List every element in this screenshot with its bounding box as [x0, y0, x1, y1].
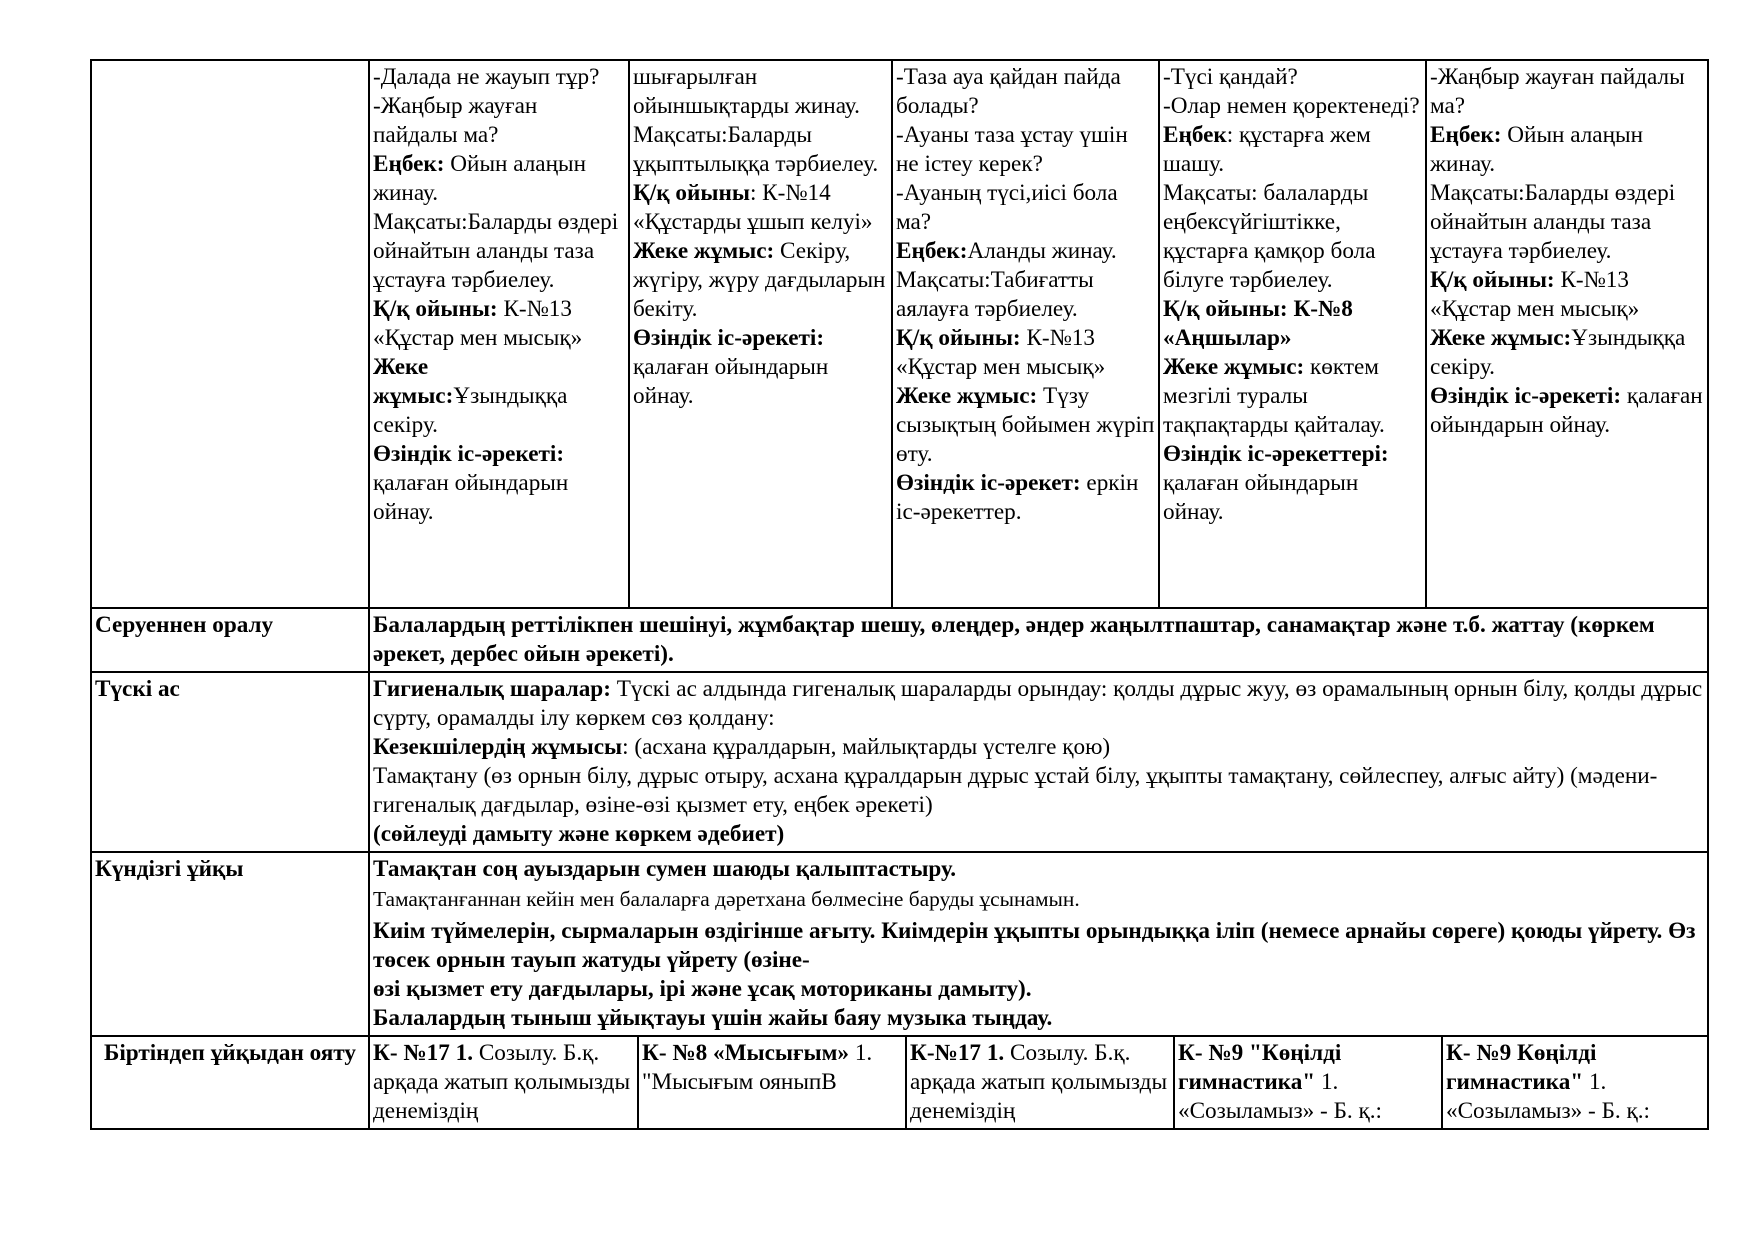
- walk-paragraph-text: : К-№14 «Құстарды ұшып келуі»: [633, 180, 873, 235]
- walk-paragraph-heading: Еңбек:: [373, 151, 445, 177]
- lunch-content: [369, 672, 1708, 852]
- walk-paragraph: [896, 179, 1155, 237]
- walk-paragraph-heading: Қ/қ ойыны:: [1430, 267, 1555, 293]
- walk-paragraph: [896, 121, 1155, 179]
- walk-paragraph-text: Түзу сызықтың бойымен жүріп өту.: [896, 383, 1155, 467]
- walk-paragraph-heading: Қ/қ ойыны: [633, 180, 750, 206]
- sleep-label: Күндізгі ұйқы: [91, 852, 369, 1036]
- meal-bold: (сөйлеуді дамыту және көркем әдебиет): [373, 821, 785, 847]
- walk-paragraph: [896, 324, 1155, 382]
- walk-paragraph-text: -Таза ауа қайдан пайда болады?: [896, 64, 1121, 119]
- walk-paragraph-heading: Жеке жұмыс:: [373, 354, 454, 409]
- walk-paragraph-text: Мақсаты:Баларды өздері ойнайтын аланды таза ұстауға тәрбиелеу.: [1430, 180, 1676, 264]
- walk-paragraph: [896, 63, 1155, 121]
- walk-thu-cell: [1159, 60, 1426, 608]
- walk-paragraph: [373, 63, 625, 92]
- walk-paragraph-text: Аланды жинау.: [967, 238, 1117, 264]
- sleep-line4: өзі қызмет ету дағдылары, ірі және ұсақ моториканы дамыту).: [373, 976, 1032, 1002]
- walk-paragraph-text: қалаған ойындарын ойнау.: [1430, 383, 1703, 438]
- daily-plan-table: [90, 59, 1709, 1130]
- walk-paragraph-heading: Еңбек: [1163, 122, 1227, 148]
- hygiene-heading: Гигиеналық шаралар:: [373, 676, 611, 702]
- walk-paragraph: [633, 324, 888, 411]
- walk-paragraph-text: Ұзындыққа секіру.: [373, 383, 568, 438]
- walk-paragraph-text: қалаған ойындарын ойнау.: [1163, 470, 1359, 525]
- sleep-content: [369, 852, 1708, 1036]
- meal-text: Тамақтану (өз орнын білу, дұрыс отыру, асхана құралдарын дұрыс ұстай білу, ұқыпты тамақтану, сөйлеспеу, алғыс айту) (мәдени-гигеналық дағдылар, өзіне-өзі қызмет ету, еңбек әрекеті): [373, 763, 1658, 818]
- wake-wed: К-№17 1. Созылу. Б.қ. арқада жатып қолымызды денеміздің: [906, 1037, 1174, 1128]
- walk-paragraph-text: көктем мезгілі туралы тақпақтарды қайталау.: [1163, 354, 1385, 438]
- walk-paragraph-heading: Өзіндік іс-әрекеттері:: [1163, 441, 1389, 467]
- walk-paragraph-text: К-№13 «Құстар мен мысық»: [1430, 267, 1640, 322]
- walk-paragraph: [1430, 324, 1704, 382]
- wake-thu: К- №9 "Көңілді гимнастика" 1. «Созыламыз» - Б. қ.:: [1174, 1037, 1442, 1128]
- plan-table-wrapper: [90, 59, 1707, 1130]
- walk-paragraph-text: Ұзындыққа секіру.: [1430, 325, 1686, 380]
- walk-paragraph-text: қалаған ойындарын ойнау.: [633, 354, 829, 409]
- walk-paragraph-heading: Жеке жұмыс:: [896, 383, 1038, 409]
- walk-paragraph: [896, 237, 1155, 266]
- walk-paragraph-text: Ойын алаңын жинау.: [1430, 122, 1643, 177]
- walk-paragraph: [1430, 121, 1704, 179]
- walk-paragraph: [896, 382, 1155, 469]
- wake-row: [91, 1036, 1708, 1129]
- wake-label: Біртіндеп ұйқыдан ояту: [91, 1036, 369, 1129]
- walk-paragraph-text: еркін іс-әрекеттер.: [896, 470, 1139, 525]
- walk-paragraph-text: қалаған ойындарын ойнау.: [373, 470, 569, 525]
- walk-fri-cell: [1426, 60, 1708, 608]
- walk-paragraph-heading: Еңбек:: [1430, 122, 1502, 148]
- walk-paragraph-heading: Өзіндік іс-әрекеті:: [633, 325, 825, 351]
- walk-paragraph-heading: Жеке жұмыс:: [633, 238, 775, 264]
- walk-paragraph: [896, 469, 1155, 527]
- walk-paragraph-heading: Өзіндік іс-әрекеті:: [373, 441, 565, 467]
- walk-paragraph: [633, 179, 888, 237]
- walk-paragraph: [896, 266, 1155, 324]
- walk-paragraph-heading: Қ/қ ойыны:: [373, 296, 498, 322]
- walk-paragraph: [373, 440, 625, 527]
- walk-paragraph-heading: Жеке жұмыс:: [1430, 325, 1572, 351]
- walk-paragraph-text: К-№13 «Құстар мен мысық»: [896, 325, 1106, 380]
- walk-paragraph: [1430, 266, 1704, 324]
- return-text: Балалардың реттілікпен шешінуі, жұмбақтар шешу, өлеңдер, әндер жаңылтпаштар, санамақтар және т.б. жаттау (көркем әрекет, дербес ойын әрекеті).: [369, 608, 1708, 672]
- walk-paragraph: [1430, 179, 1704, 266]
- walk-paragraph-text: -Ауаны таза ұстау үшін не істеу керек?: [896, 122, 1128, 177]
- hygiene-text: Түскі ас алдында гигеналық шараларды орындау: қолды дұрыс жуу, өз орамалының орнын білу, қолды дұрыс сүрту, орамалды ілу көркем сөз қолдану:: [373, 676, 1703, 731]
- walk-paragraph-text: шығарылған ойыншықтарды жинау.: [633, 64, 860, 119]
- walk-paragraph: [373, 353, 625, 440]
- walk-paragraph: [1163, 121, 1422, 179]
- wake-fri: К- №9 Көңілді гимнастика" 1. «Созыламыз» - Б. қ.:: [1442, 1037, 1708, 1128]
- walk-paragraph-text: -Ауаның түсі,иісі бола ма?: [896, 180, 1118, 235]
- return-row: [91, 608, 1708, 672]
- walk-paragraph-heading: Өзіндік іс-әрекеті:: [1430, 383, 1622, 409]
- walk-paragraph: [1430, 63, 1704, 121]
- walk-paragraph-text: К-№13 «Құстар мен мысық»: [373, 296, 583, 351]
- walk-paragraph: [1163, 179, 1422, 295]
- sleep-line3: Киім түймелерін, сырмаларын өздігінше ағыту. Киімдерін ұқыпты орындыққа іліп (немесе арнайы сөреге) қоюды үйрету. Өз төсек орнын тауып жатуды үйрету (өзіне-: [373, 918, 1696, 973]
- duty-heading: Кезекшілердің жұмысы: [373, 734, 623, 760]
- walk-paragraph: [1163, 63, 1422, 92]
- walk-paragraph: [1430, 382, 1704, 440]
- sleep-row: [91, 852, 1708, 1036]
- walk-paragraph: [373, 150, 625, 208]
- walk-paragraph-text: Ойын алаңын жинау.: [373, 151, 586, 206]
- duty-text: : (асхана құралдарын, майлықтарды үстелге қою): [622, 734, 1111, 760]
- return-label: Серуеннен оралу: [91, 608, 369, 672]
- walk-paragraph-heading: Еңбек:: [896, 238, 968, 264]
- walk-paragraph: [633, 121, 888, 179]
- wake-inner-table: [370, 1037, 1708, 1128]
- lunch-label: Түскі ас: [91, 672, 369, 852]
- walk-paragraph-text: Мақсаты:Баларды өздері ойнайтын аланды таза ұстауға тәрбиелеу.: [373, 209, 619, 293]
- walk-paragraph-text: -Түсі қандай?: [1163, 64, 1298, 90]
- walk-paragraph-text: -Жаңбыр жауған пайдалы ма?: [373, 93, 538, 148]
- walk-paragraph: [633, 63, 888, 121]
- walk-paragraph-text: Секіру, жүгіру, жүру дағдыларын бекіту.: [633, 238, 886, 322]
- walk-paragraph: [373, 208, 625, 295]
- walk-label-cell: [91, 60, 369, 608]
- walk-paragraph: [1163, 92, 1422, 121]
- walk-wed-cell: [892, 60, 1159, 608]
- walk-mon-cell: [369, 60, 629, 608]
- walk-paragraph-heading: Жеке жұмыс:: [1163, 354, 1305, 380]
- walk-paragraph-text: -Далада не жауып тұр?: [373, 64, 600, 90]
- walk-paragraph-text: -Жаңбыр жауған пайдалы ма?: [1430, 64, 1685, 119]
- walk-paragraph-heading: Қ/қ ойыны:: [896, 325, 1021, 351]
- wake-tue: К- №8 «Мысығым» 1. "Мысығым ояныпВ: [638, 1037, 906, 1128]
- walk-paragraph: [1163, 353, 1422, 440]
- walk-paragraph-heading: Қ/қ ойыны: К-№8 «Аңшылар»: [1163, 296, 1353, 351]
- walk-paragraph-text: Мақсаты:Баларды ұқыптылыққа тәрбиелеу.: [633, 122, 879, 177]
- walk-paragraph-heading: Өзіндік іс-әрекет:: [896, 470, 1081, 496]
- walk-paragraph: [1163, 295, 1422, 353]
- walk-paragraph-text: Мақсаты: балаларды еңбексүйгіштікке, құстарға қамқор бола білуге тәрбиелеу.: [1163, 180, 1376, 293]
- walk-paragraph: [1163, 440, 1422, 527]
- walk-paragraph-text: : құстарға жем шашу.: [1163, 122, 1371, 177]
- lunch-row: [91, 672, 1708, 852]
- walk-paragraph-text: -Олар немен қоректенеді?: [1163, 93, 1420, 119]
- wake-content: [369, 1036, 1708, 1129]
- walk-paragraph-text: Мақсаты:Табиғатты аялауға тәрбиелеу.: [896, 267, 1094, 322]
- walk-paragraph: [373, 92, 625, 150]
- wake-mon: К- №17 1. Созылу. Б.қ. арқада жатып қолымызды денеміздің: [373, 1040, 631, 1124]
- walk-tue-cell: [629, 60, 892, 608]
- sleep-line1: Тамақтан соң ауыздарын сумен шаюды қалыптастыру.: [373, 856, 957, 882]
- sleep-line5: Балалардың тыныш ұйықтауы үшін жайы баяу музыка тыңдау.: [373, 1005, 1053, 1031]
- walk-paragraph: [373, 295, 625, 353]
- walk-paragraph: [633, 237, 888, 324]
- walk-row: [91, 60, 1708, 608]
- sleep-line2: Тамақтанғаннан кейін мен балаларға дәретхана бөлмесіне баруды ұсынамын.: [373, 887, 1080, 911]
